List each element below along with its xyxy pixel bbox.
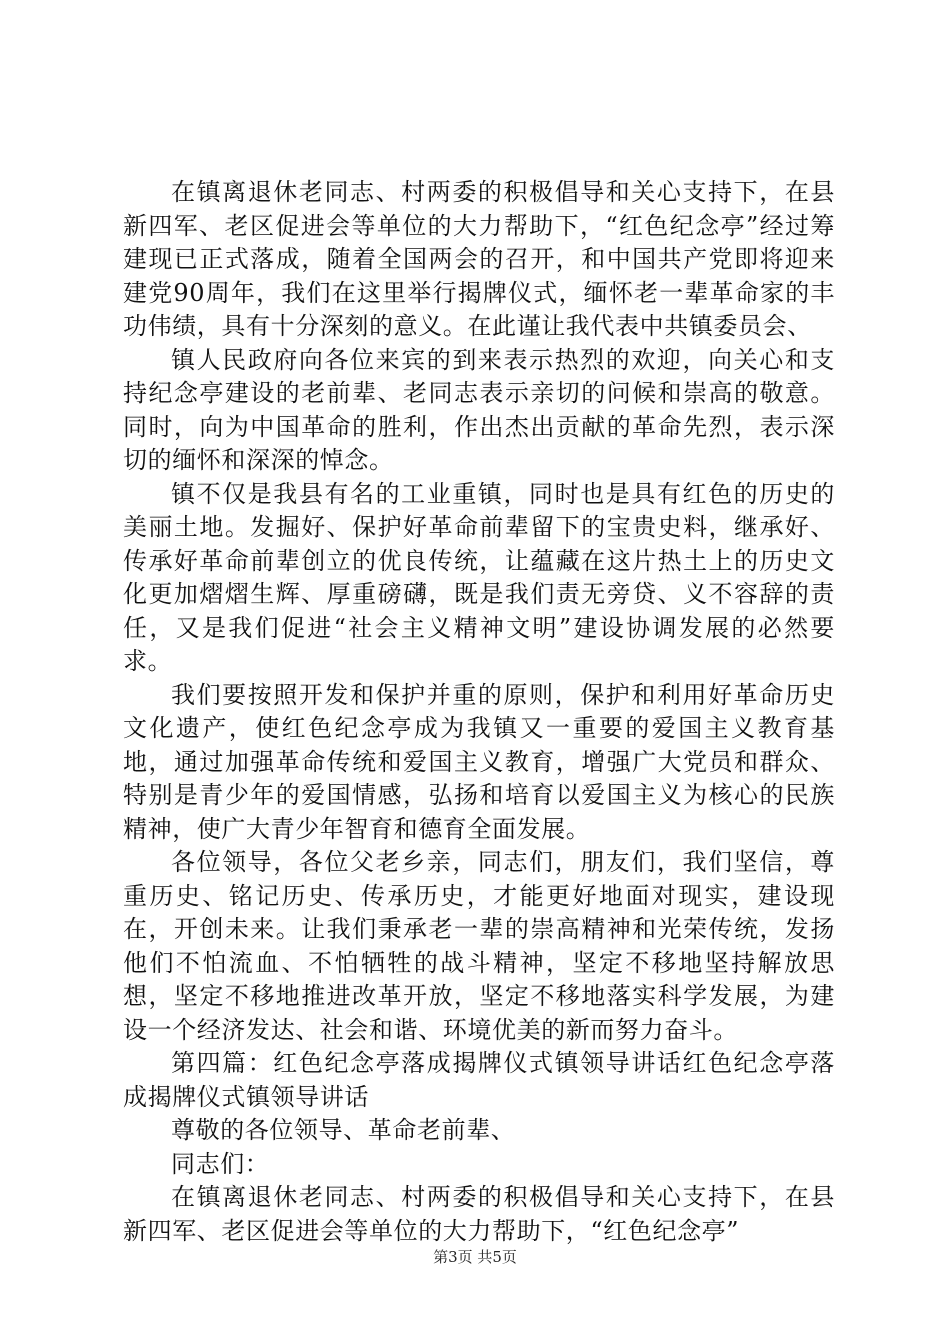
- paragraph-6: 在镇离退休老同志、村两委的积极倡导和关心支持下，在县新四军、老区促进会等单位的大力帮助下，“红色纪念亭”: [123, 1183, 835, 1245]
- document-body: [123, 176, 835, 1248]
- salutation-line-1: 尊敬的各位领导、革命老前辈、: [171, 1116, 516, 1144]
- paragraph-4: 我们要按照开发和保护并重的原则，保护和利用好革命历史文化遗产，使红色纪念亭成为我镇又一重要的爱国主义教育基地，通过加强革命传统和爱国主义教育，增强广大党员和群众、特别是青少年的爱国情感，弘扬和培育以爱国主义为核心的民族精神，使广大青少年智育和德育全面发展。: [123, 680, 835, 843]
- page-number-footer: 第3页 共5页: [433, 1248, 517, 1266]
- section-heading: 第四篇：红色纪念亭落成揭牌仪式镇领导讲话红色纪念亭落成揭牌仪式镇领导讲话: [123, 1049, 835, 1111]
- paragraph-1: 在镇离退休老同志、村两委的积极倡导和关心支持下，在县新四军、老区促进会等单位的大力帮助下，“红色纪念亭”经过筹建现已正式落成，随着全国两会的召开，和中国共产党即将迎来建党90周年，我们在这里举行揭牌仪式，缅怀老一辈革命家的丰功伟绩，具有十分深刻的意义。在此谨让我代表中共镇委员会、: [123, 178, 835, 340]
- paragraph-3: 镇不仅是我县有名的工业重镇，同时也是具有红色的历史的美丽土地。发掘好、保护好革命前辈留下的宝贵史料，继承好、传承好革命前辈创立的优良传统，让蕴藏在这片热土上的历史文化更加熠熠生辉、厚重磅礴，既是我们责无旁贷、义不容辞的责任，又是我们促进“社会主义精神文明”建设协调发展的必然要求。: [123, 479, 835, 675]
- salutation-line-2: 同志们：: [171, 1149, 270, 1178]
- paragraph-2: 镇人民政府向各位来宾的到来表示热烈的欢迎，向关心和支持纪念亭建设的老前辈、老同志表示亲切的问候和崇高的敬意。同时，向为中国革命的胜利，作出杰出贡献的革命先烈，表示深切的缅怀和深深的悼念。: [123, 345, 835, 474]
- paragraph-5: 各位领导，各位父老乡亲，同志们，朋友们，我们坚信，尊重历史、铭记历史、传承历史，才能更好地面对现实，建设现在，开创未来。让我们秉承老一辈的崇高精神和光荣传统，发扬他们不怕流血、不怕牺牲的战斗精神，坚定不移地坚持解放思想，坚定不移地推进改革开放，坚定不移地落实科学发展，为建设一个经济发达、社会和谐、环境优美的新而努力奋斗。: [123, 848, 835, 1044]
